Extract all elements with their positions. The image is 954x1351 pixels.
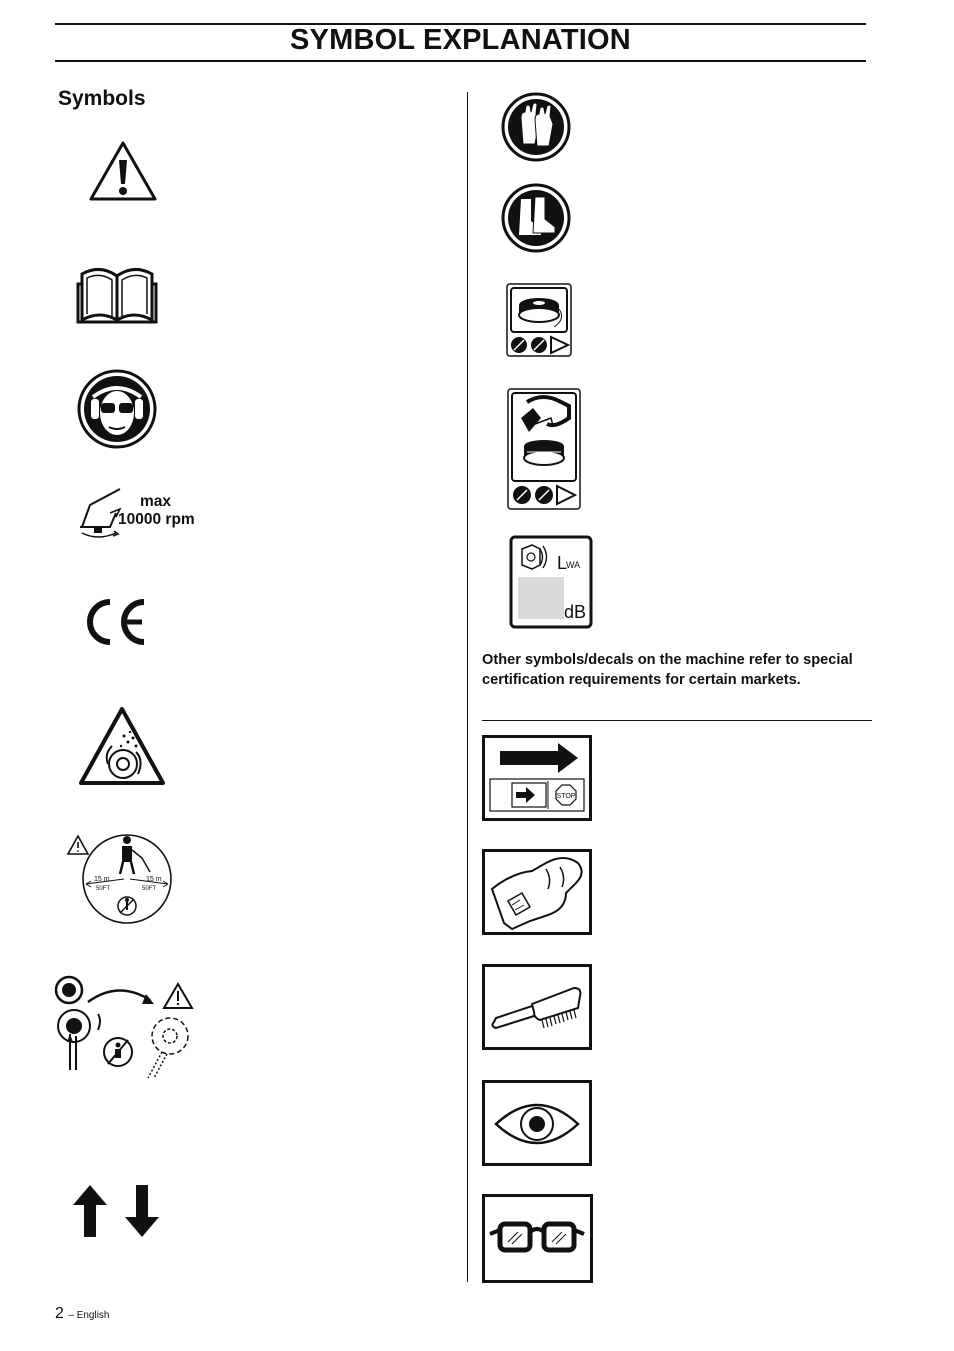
eye-decal-icon: [482, 1080, 592, 1166]
max-label: max: [140, 493, 172, 510]
distance-m-left: 15 m: [94, 876, 110, 883]
trimmer-head-decal-icon: [506, 283, 572, 357]
distance-m-right: 15 m: [146, 876, 162, 883]
column-divider: [467, 92, 468, 1282]
protective-gloves-icon: [501, 92, 571, 162]
glove-decal-icon: [482, 849, 592, 935]
warning-triangle-icon: [88, 140, 158, 202]
glasses-decal-icon: [482, 1194, 593, 1283]
hearing-eye-protection-icon: [77, 369, 157, 449]
svg-text:L: L: [557, 553, 568, 573]
page-number: 2: [55, 1305, 64, 1322]
protective-boots-icon: [501, 183, 571, 253]
stop-switch-decal-icon: [482, 735, 592, 821]
distance-ft-left: 50FT: [96, 886, 111, 892]
page-footer: [55, 1305, 110, 1323]
kickback-warning-icon: [52, 974, 197, 1084]
rpm-label: 10000 rpm: [118, 511, 195, 528]
trimmer-guard-decal-icon: [507, 388, 581, 510]
db-label: dB: [564, 602, 587, 622]
svg-text:WA: WA: [566, 560, 581, 570]
brush-decal-icon: [482, 964, 592, 1050]
note-rule: [482, 720, 872, 721]
noise-level-decal-icon: [509, 535, 593, 629]
manual-book-icon: [76, 266, 158, 324]
page-title: SYMBOL EXPLANATION: [290, 24, 631, 56]
stop-label: STOP: [556, 793, 576, 800]
thrown-objects-warning-icon: [78, 706, 166, 786]
certification-note: Other symbols/decals on the machine refer to special certification requirements for certain markets.: [482, 652, 853, 688]
max-speed-label: [118, 493, 195, 529]
up-down-arrows-icon: [72, 1185, 166, 1237]
ce-mark-icon: [82, 598, 150, 646]
safety-distance-15m-icon: [66, 832, 176, 927]
footer-language: – English: [68, 1310, 110, 1321]
title-rule-bottom: [55, 60, 866, 62]
section-title: Symbols: [58, 87, 146, 110]
distance-ft-right: 50FT: [142, 886, 157, 892]
